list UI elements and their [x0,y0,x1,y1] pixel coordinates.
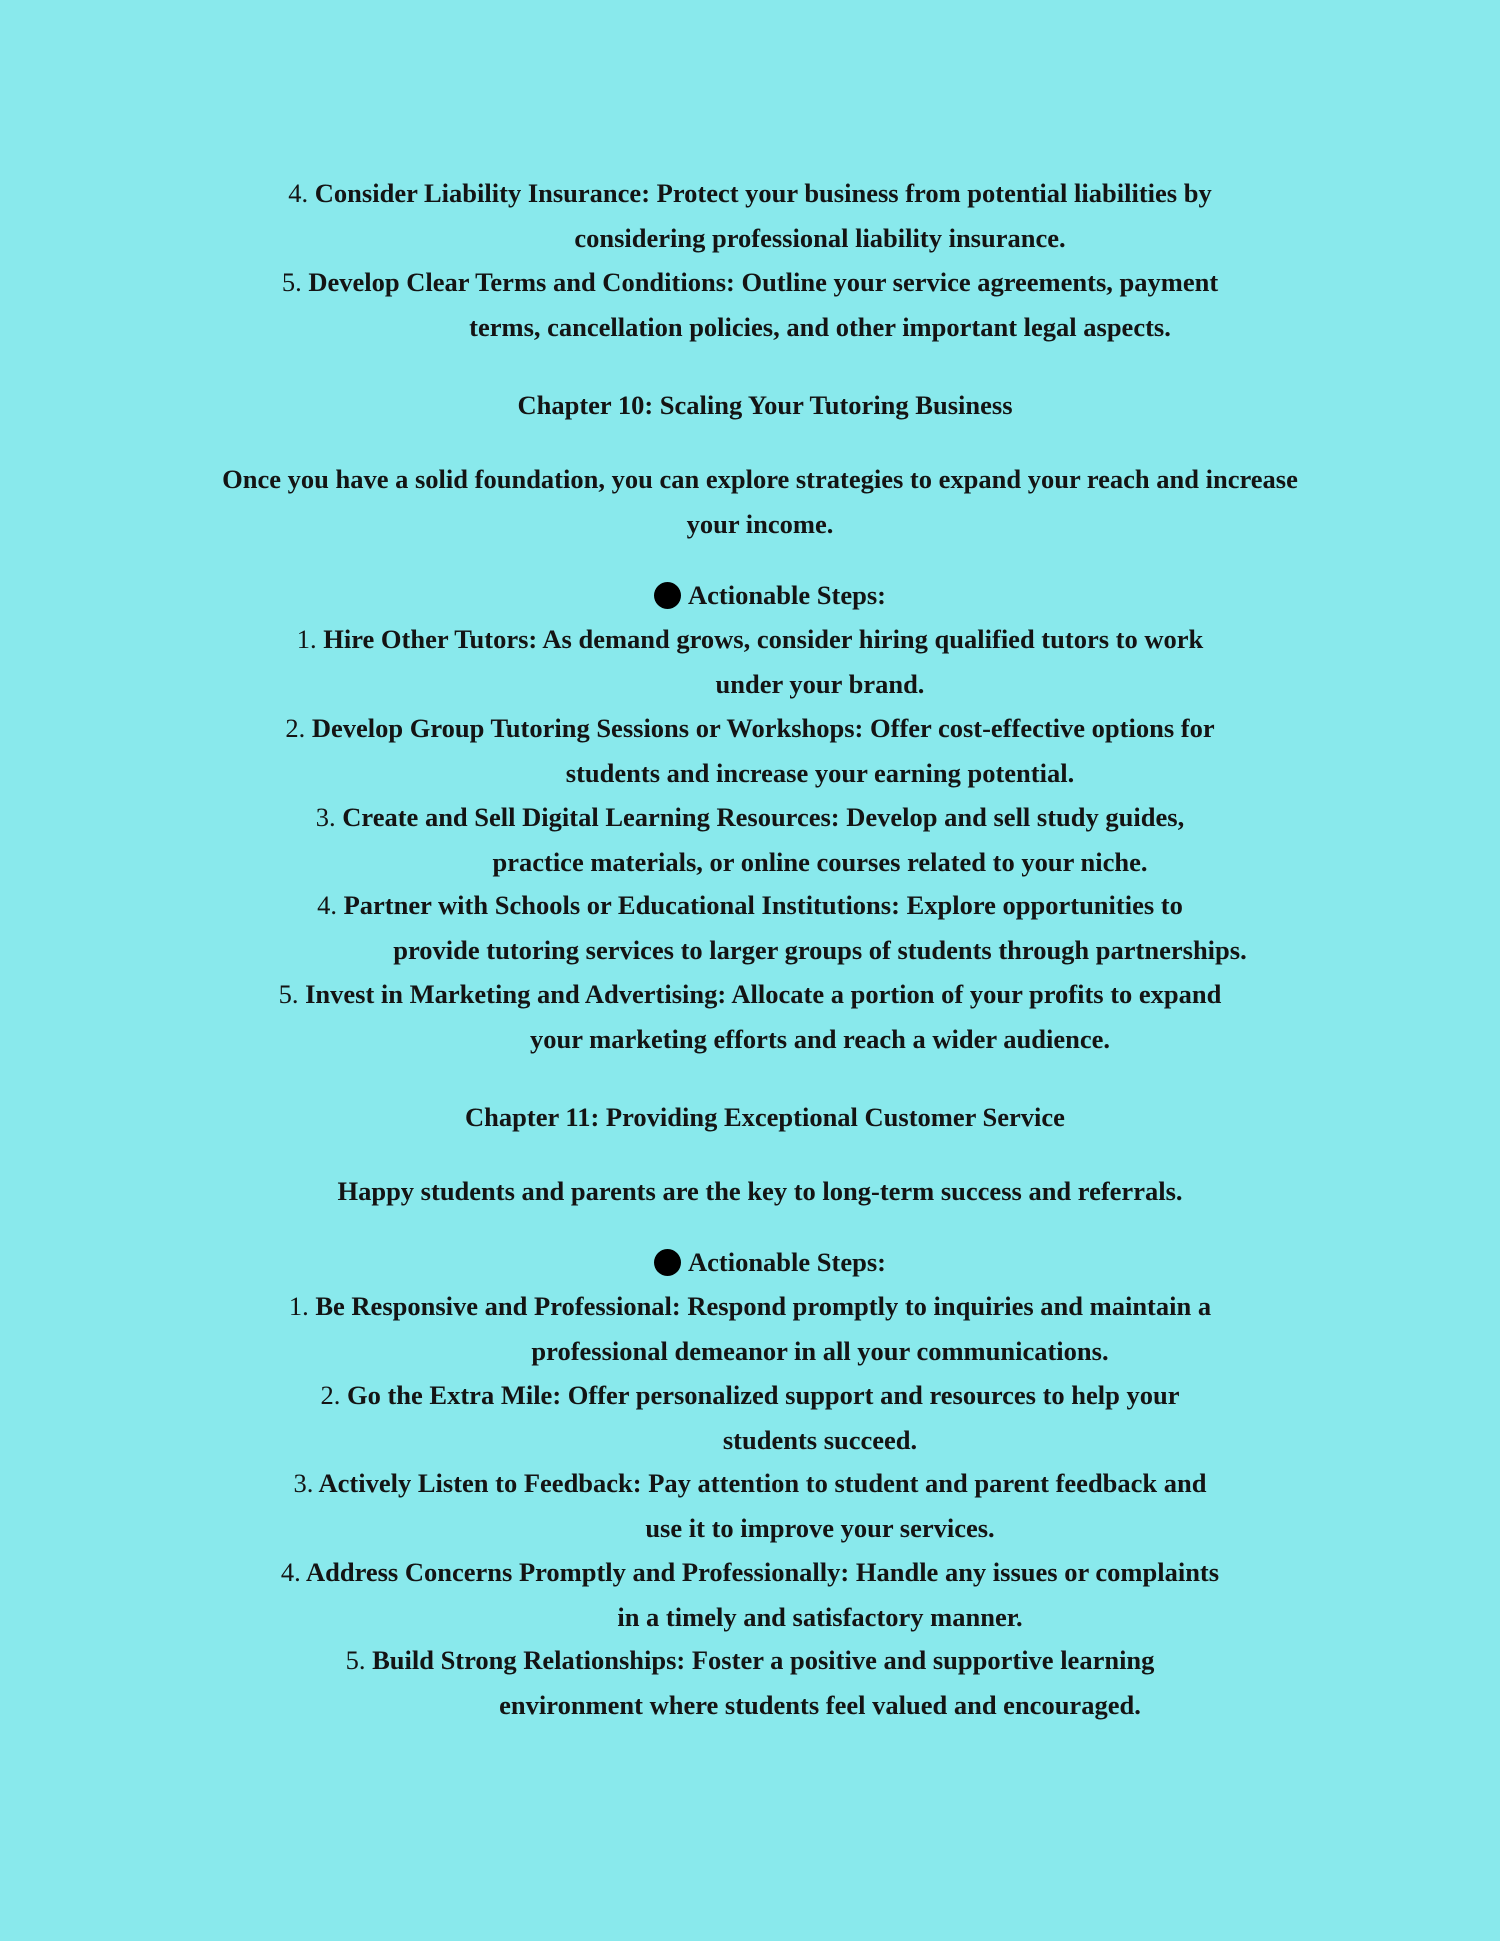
chapter-11-title: Chapter 11: Providing Exceptional Customer Service [465,1102,1065,1132]
list-item [200,706,1300,796]
list-item-number: 4. [288,178,309,208]
list-item [200,1550,1300,1640]
list-item [200,260,1300,350]
chapter-10-steps-heading [500,573,1040,618]
list-item-title: Invest in Marketing and Advertising: [305,979,727,1009]
list-item-title: Build Strong Relationships: [372,1645,686,1675]
list-item-number: 4. [280,1557,301,1587]
list-item-text: Offer cost-effective options for [870,713,1215,743]
list-item-text-continued: provide tutoring services to larger groups of students through partnerships. [393,935,1247,965]
list-item [200,617,1300,707]
list-item [200,1373,1300,1463]
chapter-10-intro-line: your income. [686,509,834,539]
chapter-11-steps-heading [500,1240,1040,1285]
list-item-title: Hire Other Tutors: [323,624,538,654]
list-item-text-continued: professional demeanor in all your communications. [531,1336,1109,1366]
list-item-number: 2. [320,1380,341,1410]
steps-label: Actionable Steps: [687,580,886,610]
list-item-title: Develop Clear Terms and Conditions: [308,267,735,297]
list-item-text: As demand grows, consider hiring qualified tutors to work [542,624,1204,654]
list-item [200,883,1300,973]
list-item [200,1284,1300,1374]
list-item [200,1461,1300,1551]
list-item-number: 5. [345,1645,366,1675]
list-item-number: 1. [296,624,317,654]
list-item-text: Allocate a portion of your profits to expand [731,979,1222,1009]
list-item-text-continued: use it to improve your services. [645,1513,995,1543]
list-item-number: 2. [285,713,306,743]
list-item-title: Be Responsive and Professional: [315,1291,681,1321]
list-item-number: 4. [317,890,337,920]
list-item-number: 5. [278,979,299,1009]
list-item-number: 3. [315,802,336,832]
list-item-text-continued: in a timely and satisfactory manner. [617,1602,1023,1632]
list-item-number: 1. [288,1291,309,1321]
list-item-title: Consider Liability Insurance: [314,178,651,208]
list-item-number: 5. [281,267,302,297]
chapter-11-intro: Happy students and parents are the key to long-term success and referrals. [337,1176,1183,1206]
list-item-text: Respond promptly to inquiries and maintain a [687,1291,1212,1321]
list-item-title: Actively Listen to Feedback: [318,1468,642,1498]
list-item-title: Partner with Schools or Educational Institutions: [343,890,900,920]
list-item-text: Protect your business from potential liabilities by [656,178,1212,208]
list-item [200,171,1300,261]
steps-label: Actionable Steps: [687,1247,886,1277]
list-item [200,795,1300,885]
list-item-text: Outline your service agreements, payment [741,267,1219,297]
list-item-text-continued: your marketing efforts and reach a wider audience. [529,1024,1110,1054]
chapter-10-title: Chapter 10: Scaling Your Tutoring Business [517,390,1013,420]
list-item-text-continued: environment where students feel valued and encouraged. [499,1690,1141,1720]
list-item-text-continued: students succeed. [722,1425,918,1455]
list-item-text: Explore opportunities to [906,890,1183,920]
list-item-number: 3. [293,1468,314,1498]
list-item-text: Foster a positive and supportive learning [691,1645,1155,1675]
list-item-text-continued: terms, cancellation policies, and other important legal aspects. [469,312,1171,342]
list-item-text: Offer personalized support and resources to help your [567,1380,1180,1410]
list-item-text-continued: students and increase your earning potential. [565,758,1075,788]
list-item-title: Create and Sell Digital Learning Resources: [342,802,840,832]
list-item-text: Handle any issues or complaints [855,1557,1220,1587]
list-item-text-continued: considering professional liability insurance. [574,223,1066,253]
chapter-10-intro-line: Once you have a solid foundation, you can explore strategies to expand your reach and increase [222,464,1298,494]
list-item-title: Go the Extra Mile: [347,1380,562,1410]
list-item [200,972,1300,1062]
chapter-10-intro [150,457,1370,547]
filled-circle-bullet-icon [654,1249,681,1276]
list-item-text-continued: practice materials, or online courses related to your niche. [492,847,1148,877]
list-item-text: Develop and sell study guides, [846,802,1185,832]
list-item-text: Pay attention to student and parent feedback and [648,1468,1207,1498]
list-item-title: Address Concerns Promptly and Professionally: [305,1557,850,1587]
list-item-text-continued: under your brand. [715,669,925,699]
list-item [200,1638,1300,1728]
filled-circle-bullet-icon [654,582,681,609]
list-item-title: Develop Group Tutoring Sessions or Workshops: [311,713,864,743]
